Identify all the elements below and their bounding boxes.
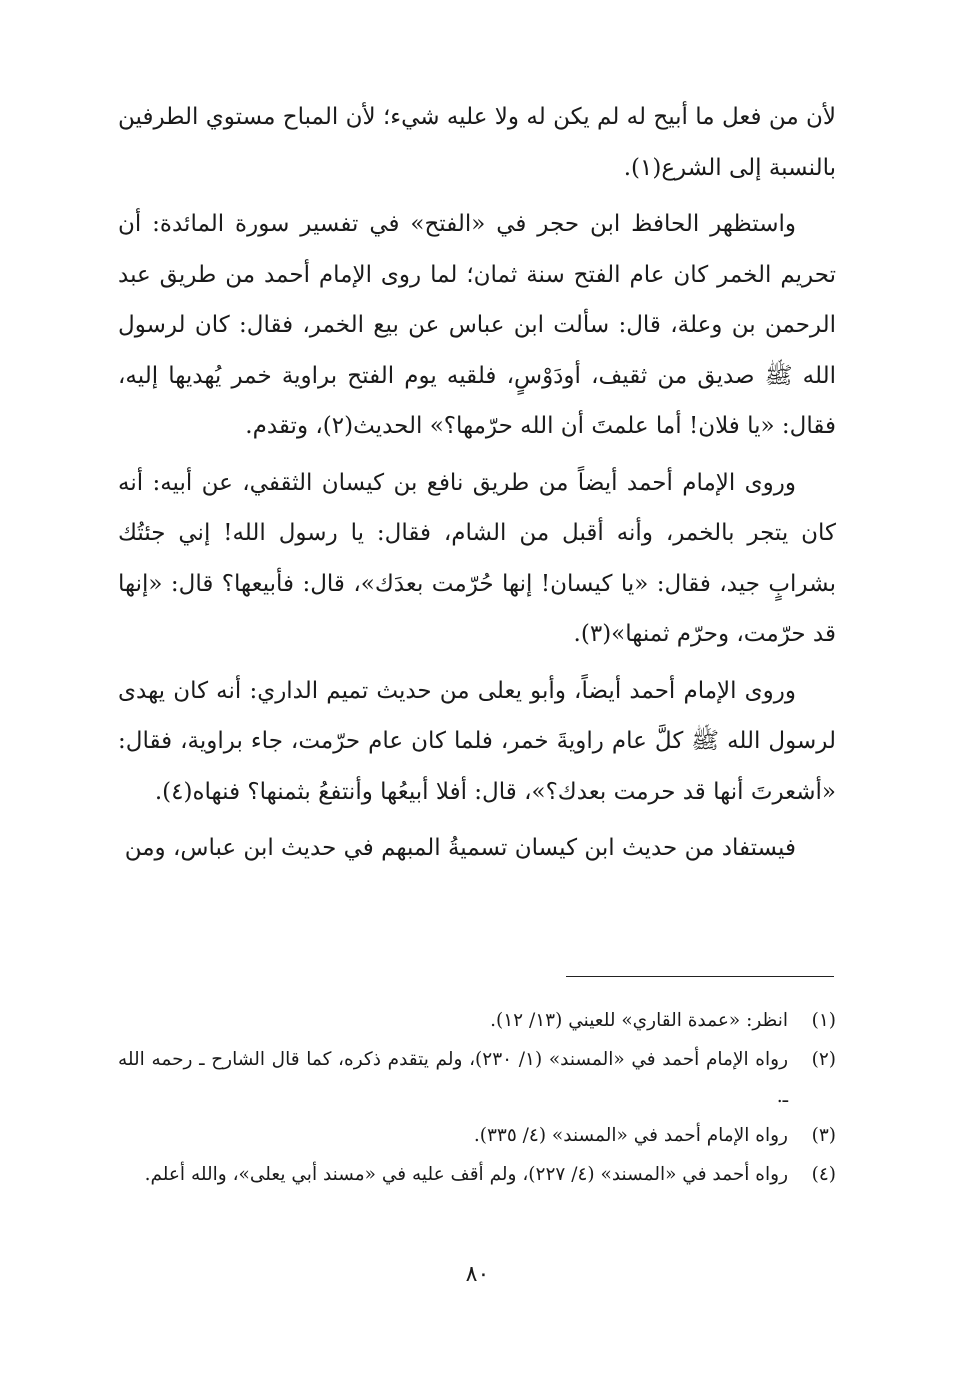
footnote-number: (٢) <box>811 1049 836 1070</box>
paragraph-2: واستظهر الحافظ ابن حجر في «الفتح» في تفسير سورة المائدة: أن تحريم الخمر كان عام الفتح سنة ثمان؛ لما روى الإمام أحمد من طريق عبد الرحمن بن وعلة، قال: سألت ابن عباس عن بيع الخمر، فقال: كان لرسول الله ﷺ صديق من ثقيف، أودَوْسٍ، فلقيه يوم الفتح براوية خمر يُهديها إليه، فقال: «يا فلان! أما علمتَ أن الله حرّمها؟» الحديث(٢)، وتقدم. <box>118 211 836 439</box>
footnote-4 <box>118 1156 836 1193</box>
paragraph-5: فيستفاد من حديث ابن كيسان تسميةُ المبهم في حديث ابن عباس، ومن <box>124 835 796 861</box>
footnotes <box>118 1002 836 1195</box>
footnote-separator <box>566 976 834 977</box>
footnote-text: انظر: «عمدة القاري» للعيني (١٣/ ١٢). <box>490 1010 788 1031</box>
footnote-number: (٣) <box>811 1125 836 1146</box>
main-text <box>118 92 836 880</box>
footnote-1 <box>118 1002 836 1039</box>
paragraph-3: وروى الإمام أحمد أيضاً من طريق نافع بن كيسان الثقفي، عن أبيه: أنه كان يتجر بالخمر، وأنه أقبل من الشام، فقال: يا رسول الله! إني جئتُك بشرابٍ جيد، فقال: «يا كيسان! إنها حُرّمت بعدَك»، قال: فأبيعها؟ قال: «إنها قد حرّمت، وحرّم ثمنها»(٣). <box>118 469 836 647</box>
footnote-text: رواه أحمد في «المسند» (٤/ ٢٢٧)، ولم أقف عليه في «مسند أبي يعلى»، والله أعلم. <box>144 1164 788 1185</box>
footnote-number: (٤) <box>811 1164 836 1185</box>
footnote-3 <box>118 1117 836 1154</box>
footnote-number: (١) <box>811 1010 836 1031</box>
footnote-text: رواه الإمام أحمد في «المسند» (٤/ ٣٣٥). <box>473 1125 788 1146</box>
page-number: ٨٠ <box>465 1262 490 1287</box>
footnote-text: رواه الإمام أحمد في «المسند» (١/ ٢٣٠)، ولم يتقدم ذكره، كما قال الشارح ـ رحمه الله ـ. <box>118 1049 789 1107</box>
paragraph-1: لأن من فعل ما أبيح له لم يكن له ولا عليه شيء؛ لأن المباح مستوي الطرفين بالنسبة إلى الشرع(١). <box>118 104 836 181</box>
footnote-2 <box>118 1041 836 1115</box>
paragraph-4: وروى الإمام أحمد أيضاً، وأبو يعلى من حديث تميم الداري: أنه كان يهدى لرسول الله ﷺ كلَّ عام راويةَ خمر، فلما كان عام حرّمت، جاء براوية، فقال: «أشعرتَ أنها قد حرمت بعدك؟»، قال: أفلا أبيعُها وأنتفعُ بثمنها؟ فنهاه(٤). <box>118 677 836 805</box>
